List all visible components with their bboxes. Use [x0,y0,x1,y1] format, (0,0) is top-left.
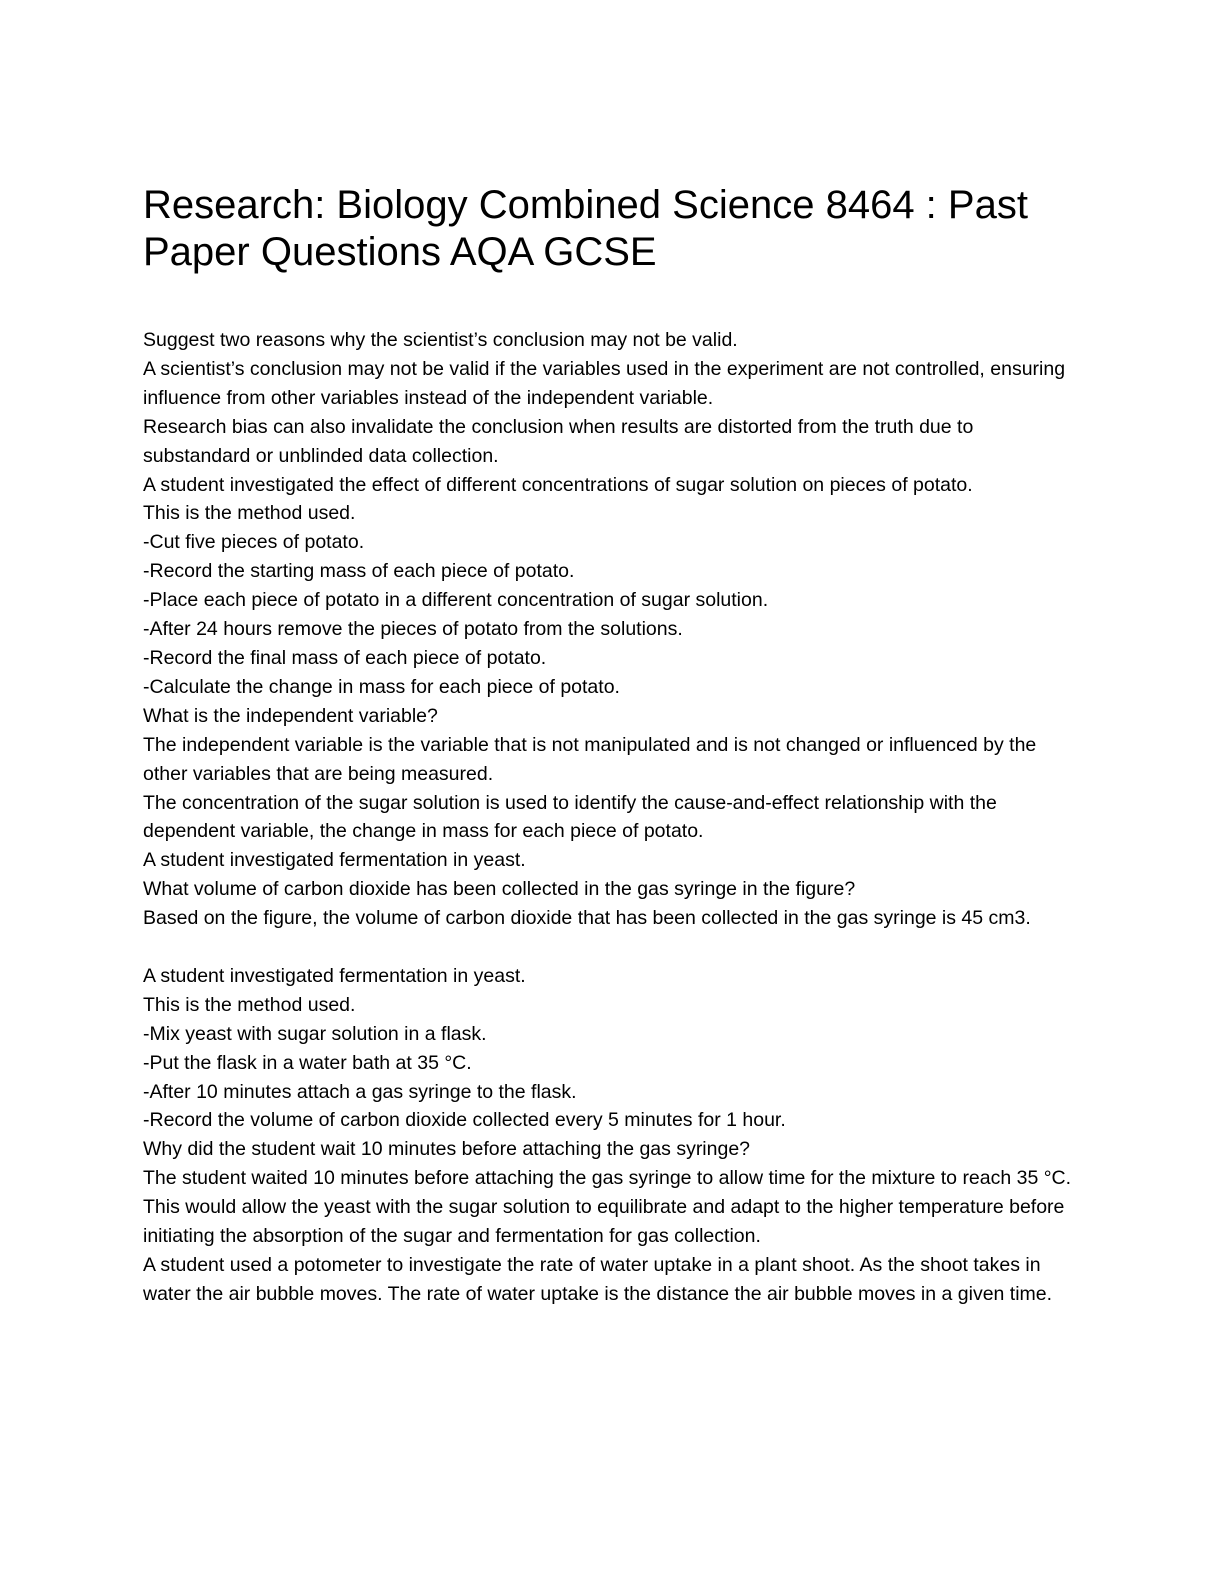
question: What volume of carbon dioxide has been collected in the gas syringe in the figure? [143,878,856,901]
paragraph: A student investigated fermentation in yeast. [143,964,526,987]
question: What is the independent variable? [143,704,438,727]
document-body [143,326,1078,1309]
method-step: -After 10 minutes attach a gas syringe to the flask. [143,1080,577,1103]
question: Why did the student wait 10 minutes before attaching the gas syringe? [143,1138,751,1161]
method-step: -Record the starting mass of each piece of potato. [143,560,575,583]
document-title: Research: Biology Combined Science 8464 : Past Paper Questions AQA GCSE [143,183,1028,274]
method-step: -Cut five pieces of potato. [143,531,365,554]
paragraph: A scientist’s conclusion may not be valid if the variables used in the experiment are not controlled, ensuring influence from other variables instead of the independent variable. [143,357,1066,409]
answer: The independent variable is the variable that is not manipulated and is not changed or influenced by the other variables that are being measured. [143,733,1037,785]
paragraph: This is the method used. [143,993,356,1016]
answer: Based on the figure, the volume of carbon dioxide that has been collected in the gas syringe is 45 cm3. [143,907,1031,930]
paragraph: A student investigated fermentation in yeast. [143,849,526,872]
paragraph: This is the method used. [143,502,356,525]
paragraph: A student investigated the effect of different concentrations of sugar solution on pieces of potato. [143,473,973,496]
method-step: -Calculate the change in mass for each piece of potato. [143,675,620,698]
method-step: -Mix yeast with sugar solution in a flask. [143,1022,487,1045]
paragraph: Suggest two reasons why the scientist’s conclusion may not be valid. [143,329,738,351]
answer: This would allow the yeast with the sugar solution to equilibrate and adapt to the higher temperature before initiating the absorption of the sugar and fermentation for gas collection. [143,1196,1065,1248]
answer: The concentration of the sugar solution is used to identify the cause-and-effect relationship with the dependent variable, the change in mass for each piece of potato. [143,791,997,843]
paragraph: Research bias can also invalidate the conclusion when results are distorted from the truth due to substandard or unblinded data collection. [143,415,974,467]
method-step: -Record the volume of carbon dioxide collected every 5 minutes for 1 hour. [143,1109,786,1132]
method-step: -Put the flask in a water bath at 35 °C. [143,1051,472,1074]
answer: The student waited 10 minutes before attaching the gas syringe to allow time for the mixture to reach 35 °C. [143,1167,1072,1190]
method-step: -After 24 hours remove the pieces of potato from the solutions. [143,618,683,641]
blank-line [143,933,1078,962]
method-step: -Record the final mass of each piece of potato. [143,646,547,669]
paragraph: A student used a potometer to investigate the rate of water uptake in a plant shoot. As the shoot takes in water the air bubble moves. The rate of water uptake is the distance the air bubble moves in a given time. [143,1253,1053,1305]
method-step: -Place each piece of potato in a different concentration of sugar solution. [143,589,769,612]
